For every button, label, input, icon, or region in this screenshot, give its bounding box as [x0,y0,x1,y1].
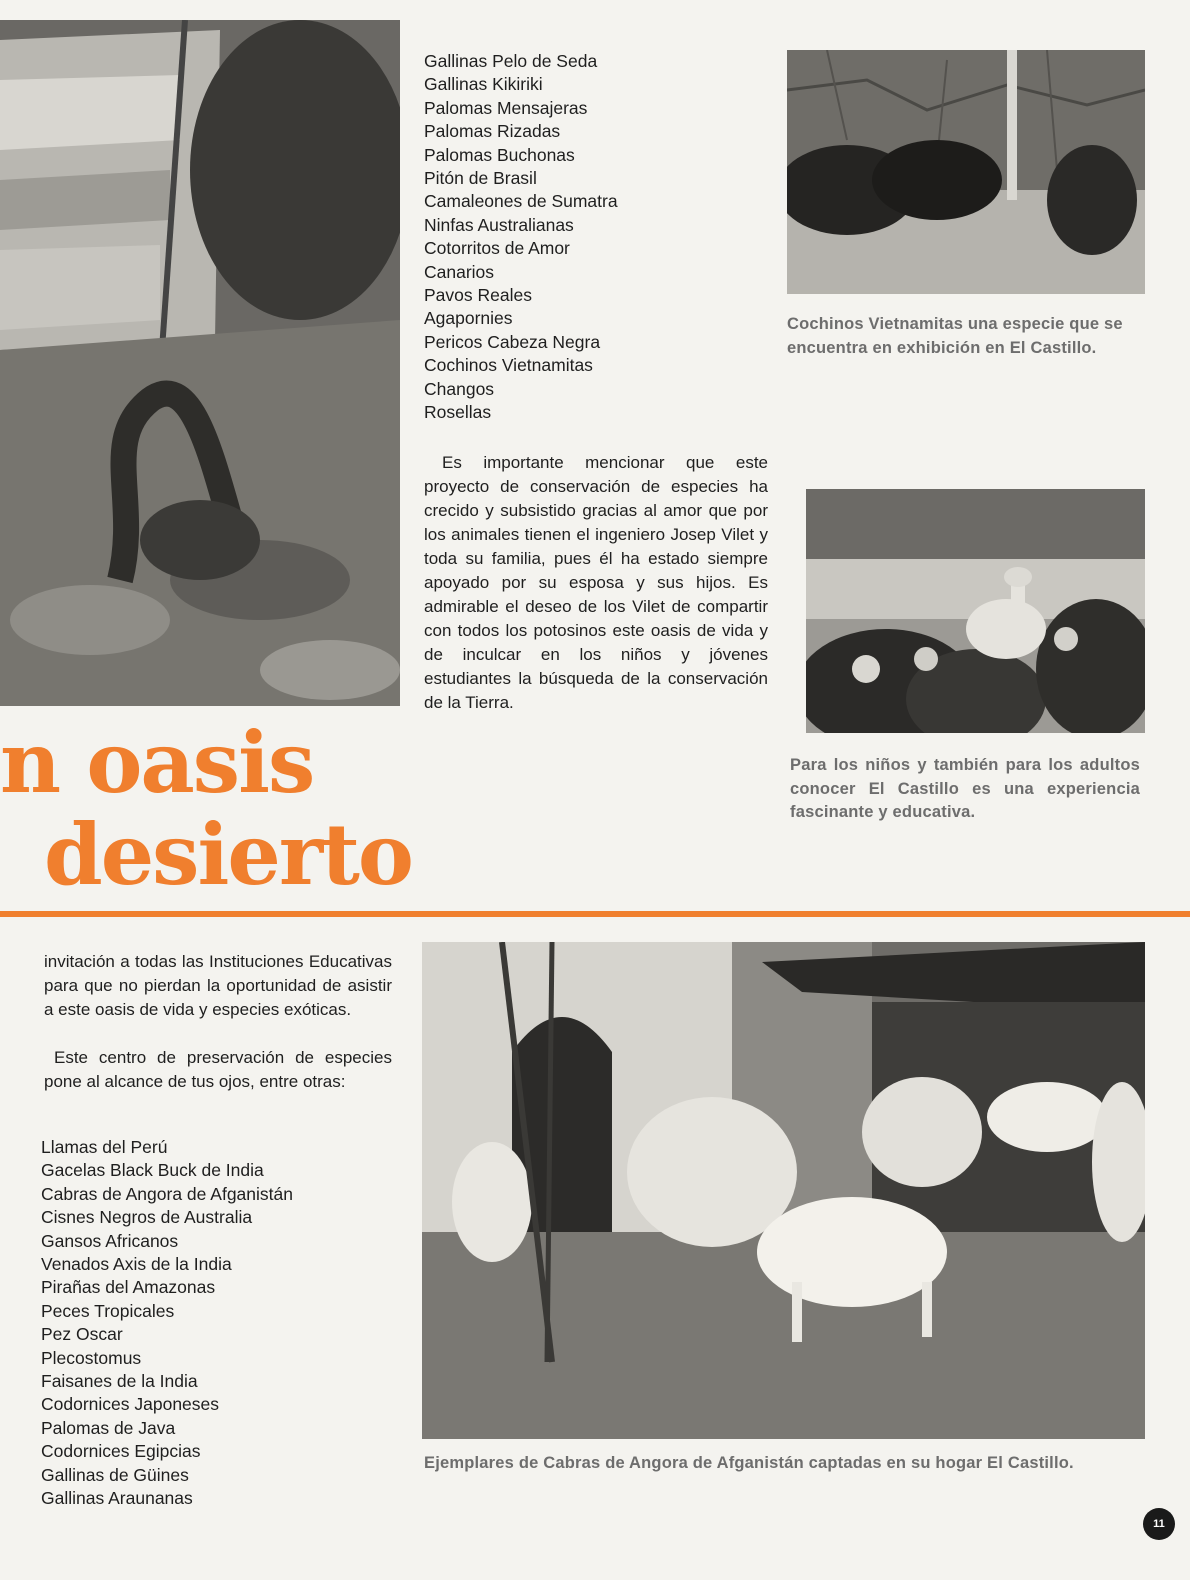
list-item: Palomas Buchonas [424,144,575,165]
conservation-paragraph: Es importante mencionar que este proyecto de conservación de especies ha crecido y subsistido gracias al amor que por los animales tienen el ingeniero Josep Vilet y toda su familia, pues él ha estado siempre apoyado por su esposa y sus hijos. Es admirable el deseo de los Vilet de compartir con todos los potosinos este oasis de vida y de inculcar en los niños y jóvenes estudiantes la búsqueda de la conservación de la Tierra. [424,453,768,712]
list-item: Peces Tropicales [41,1300,175,1321]
species-list-bottom [41,1136,293,1511]
pigs-photo [787,50,1145,294]
list-item: Gallinas Pelo de Seda [424,51,598,71]
list-item: Pez Oscar [41,1324,123,1345]
list-item: Pavos Reales [424,285,532,306]
list-item: Palomas Mensajeras [424,97,588,118]
list-item: Palomas de Java [41,1417,176,1438]
list-item: Rosellas [424,402,492,423]
list-item: Venados Axis de la India [41,1254,232,1275]
list-item: Gallinas Araunanas [41,1488,193,1509]
list-item: Canarios [424,261,495,282]
divider-rule [0,911,1190,917]
list-item: Camaleones de Sumatra [424,191,618,212]
pigs-caption: Cochinos Vietnamitas una especie que se encuentra en exhibición en El Castillo. [787,315,1123,357]
headline-line-2: desierto [44,805,412,904]
children-photo [806,489,1145,733]
list-item: Cabras de Angora de Afganistán [41,1183,293,1204]
preservation-paragraph: Este centro de preservación de especies pone al alcance de tus ojos, entre otras: [44,1048,392,1091]
list-item: Plecostomus [41,1347,142,1368]
garden-photo [0,20,400,706]
list-item: Cochinos Vietnamitas [424,355,593,376]
children-caption: Para los niños y también para los adultos conocer El Castillo es una experiencia fascinante y educativa. [790,756,1140,821]
species-list-top [424,50,618,425]
list-item: Palomas Rizadas [424,121,561,142]
list-item: Codornices Egipcias [41,1441,201,1462]
list-item: Cotorritos de Amor [424,238,570,259]
headline-line-1: n oasis [0,713,314,812]
list-item: Changos [424,378,495,399]
list-item: Cisnes Negros de Australia [41,1207,253,1228]
list-item: Codornices Japoneses [41,1394,220,1415]
goats-photo [422,942,1145,1439]
list-item: Pitón de Brasil [424,168,537,189]
list-item: Gallinas Kikiriki [424,74,543,95]
list-item: Gallinas de Güines [41,1464,189,1485]
page-number-badge: 11 [1143,1508,1175,1540]
invitation-paragraph: invitación a todas las Instituciones Educativas para que no pierdan la oportunidad de asistir a este oasis de vida y especies exóticas. [44,952,392,1019]
list-item: Agapornies [424,308,513,329]
goats-caption: Ejemplares de Cabras de Angora de Afganistán captadas en su hogar El Castillo. [424,1454,1074,1472]
list-item: Gansos Africanos [41,1230,179,1251]
list-item: Ninfas Australianas [424,214,574,235]
list-item: Pericos Cabeza Negra [424,331,601,352]
list-item: Llamas del Perú [41,1137,168,1157]
list-item: Pirañas del Amazonas [41,1277,216,1298]
list-item: Faisanes de la India [41,1371,198,1392]
list-item: Gacelas Black Buck de India [41,1160,264,1181]
